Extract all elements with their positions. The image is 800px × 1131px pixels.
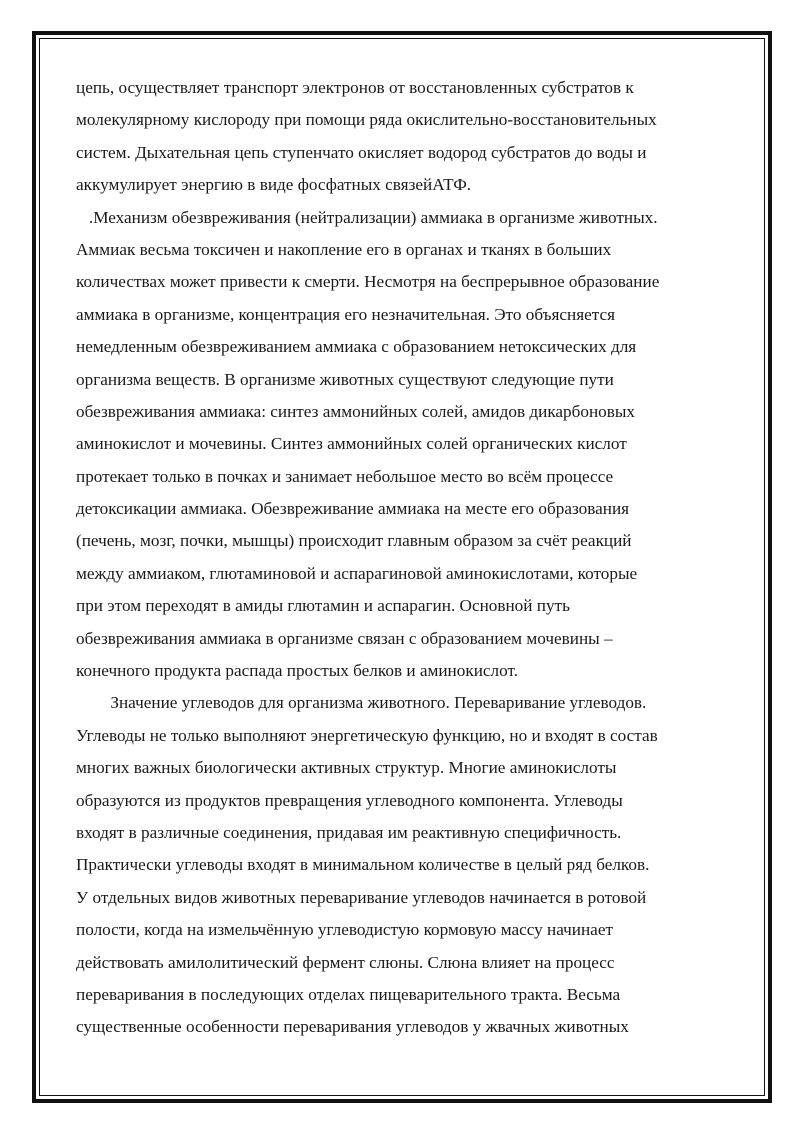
document-text — [76, 72, 726, 1044]
text-line: Практически углеводы входят в минимальном количестве в целый ряд белков. — [76, 855, 650, 875]
text-line: аккумулирует энергию в виде фосфатных связейАТФ. — [76, 175, 472, 195]
text-line: (печень, мозг, почки, мышцы) происходит главным образом за счёт реакций — [76, 531, 632, 551]
text-line: между аммиаком, глютаминовой и аспарагиновой аминокислотами, которые — [76, 563, 638, 583]
text-line: конечного продукта распада простых белков и аминокислот. — [76, 661, 518, 681]
text-line: действовать амилолитический фермент слюны. Слюна влияет на процесс — [76, 952, 615, 972]
text-line: систем. Дыхательная цепь ступенчато окисляет водород субстратов до воды и — [76, 142, 647, 162]
text-line: количествах может привести к смерти. Несмотря на беспрерывное образование — [76, 272, 660, 292]
text-line: переваривания в последующих отделах пищеварительного тракта. Весьма — [76, 984, 621, 1004]
text-line: при этом переходят в амиды глютамин и аспарагин. Основной путь — [76, 596, 570, 616]
text-line: Аммиак весьма токсичен и накопление его в органах и тканях в больших — [76, 239, 612, 259]
text-line: аминокислот и мочевины. Синтез аммонийных солей органических кислот — [76, 434, 627, 454]
text-line: обезвреживания аммиака в организме связан с образованием мочевины – — [76, 628, 613, 648]
text-line: Углеводы не только выполняют энергетическую функцию, но и входят в состав — [76, 725, 658, 745]
text-line: Значение углеводов для организма животного. Переваривание углеводов. — [76, 693, 647, 713]
text-line: существенные особенности переваривания углеводов у жвачных животных — [76, 1017, 629, 1037]
text-line: У отдельных видов животных переваривание углеводов начинается в ротовой — [76, 887, 647, 907]
text-line: образуются из продуктов превращения углеводного компонента. Углеводы — [76, 790, 623, 810]
text-line: цепь, осуществляет транспорт электронов от восстановленных субстратов к — [76, 78, 634, 97]
text-line: детоксикации аммиака. Обезвреживание аммиака на месте его образования — [76, 499, 630, 519]
text-line: аммиака в организме, концентрация его незначительная. Это объясняется — [76, 304, 616, 324]
text-line: обезвреживания аммиака: синтез аммонийных солей, амидов дикарбоновых — [76, 401, 636, 421]
text-line: многих важных биологически активных структур. Многие аминокислоты — [76, 758, 617, 778]
text-line: .Механизм обезвреживания (нейтрализации) аммиака в организме животных. — [76, 207, 658, 227]
text-line: протекает только в почках и занимает небольшое место во всём процессе — [76, 466, 614, 486]
text-line: входят в различные соединения, придавая им реактивную специфичность. — [76, 822, 622, 842]
text-line: полости, когда на измельчённую углеводистую кормовую массу начинает — [76, 920, 613, 940]
text-line: немедленным обезвреживанием аммиака с образованием нетоксических для — [76, 337, 637, 357]
text-line: молекулярному кислороду при помощи ряда окислительно-восстановительных — [76, 110, 657, 130]
text-line: организма веществ. В организме животных существуют следующие пути — [76, 369, 614, 389]
